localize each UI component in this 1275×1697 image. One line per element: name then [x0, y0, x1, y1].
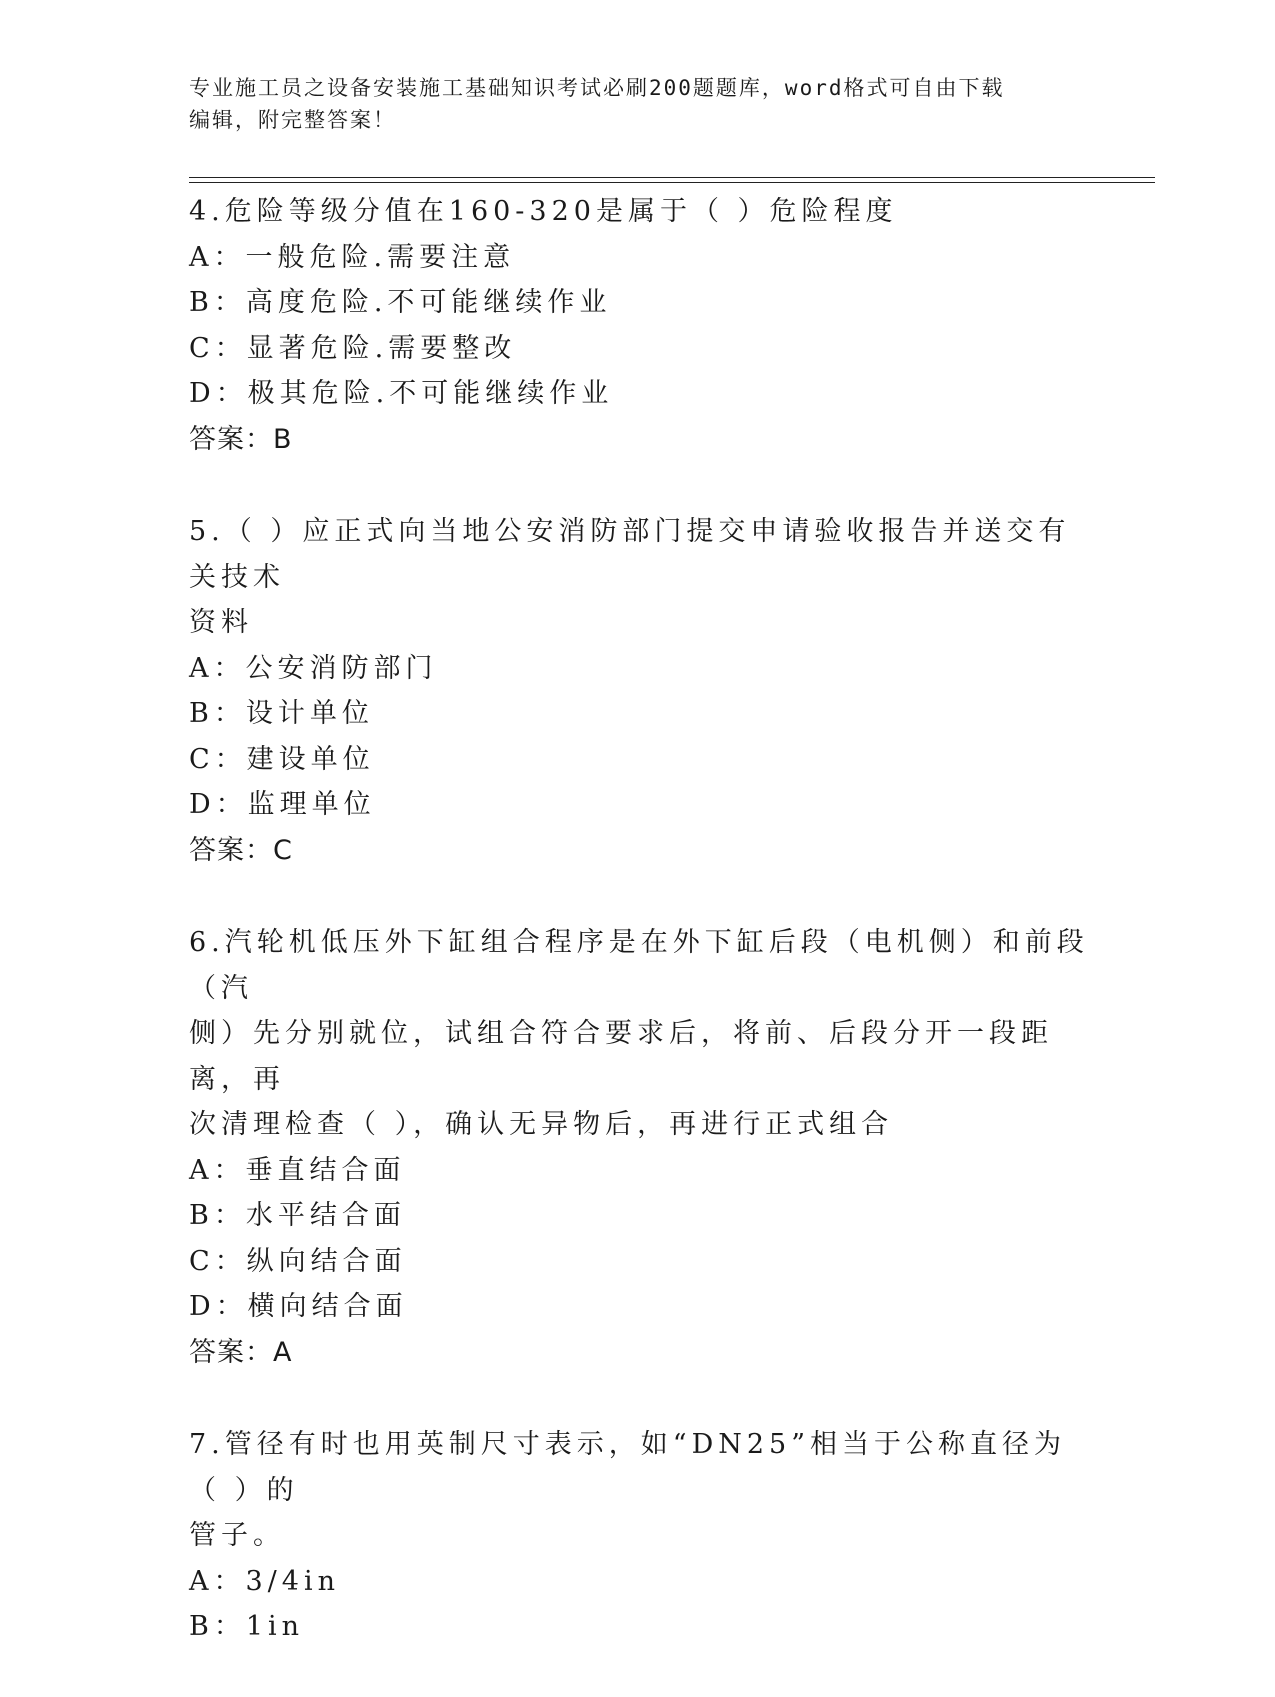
option-a: A：公安消防部门	[189, 652, 438, 684]
option-a: A：3/4in	[189, 1565, 340, 1597]
header-line-2: 编辑，附完整答案！	[189, 108, 396, 132]
question-stem-line-1: 7.管径有时也用英制尺寸表示，如“DN25”相当于公称直径为（ ）的	[189, 1429, 1066, 1506]
option-c: C：纵向结合面	[189, 1245, 407, 1277]
option-d: D：极其危险.不可能继续作业	[189, 378, 614, 409]
option-c: C：建设单位	[189, 743, 375, 775]
question-stem-line-1: 6.汽轮机低压外下缸组合程序是在外下缸后段（电机侧）和前段（汽	[189, 927, 1089, 1004]
question-4	[189, 189, 1089, 462]
option-b: B：水平结合面	[189, 1200, 406, 1231]
header-divider-bottom	[189, 182, 1155, 183]
answer: 答案：B	[189, 423, 293, 455]
option-d: D：横向结合面	[189, 1291, 408, 1322]
question-stem-line-3: 次清理检查（ ），确认无异物后，再进行正式组合	[189, 1109, 894, 1140]
option-a: A：垂直结合面	[189, 1154, 406, 1186]
option-a: A：一般危险.需要注意	[189, 241, 516, 273]
option-b: B：设计单位	[189, 698, 374, 729]
answer: 答案：C	[189, 834, 293, 866]
question-list	[189, 189, 1089, 1697]
question-stem-line-2: 资料	[189, 607, 253, 638]
option-b: B：1in	[189, 1611, 305, 1642]
question-7	[189, 1422, 1089, 1650]
document-header	[189, 72, 1089, 136]
option-b: B：高度危险.不可能继续作业	[189, 287, 612, 318]
question-stem-line-1: 5.（ ）应正式向当地公安消防部门提交申请验收报告并送交有关技术	[189, 516, 1071, 593]
header-divider-top	[189, 177, 1155, 178]
question-stem: 4.危险等级分值在160-320是属于（ ）危险程度	[189, 196, 898, 227]
header-line-1: 专业施工员之设备安装施工基础知识考试必刷200题题库，word格式可自由下载	[189, 76, 1005, 100]
option-c: C：显著危险.需要整改	[189, 332, 517, 364]
question-stem-line-2: 管子。	[189, 1520, 285, 1551]
answer: 答案：A	[189, 1336, 293, 1368]
question-stem-line-2: 侧）先分别就位，试组合符合要求后，将前、后段分开一段距离，再	[189, 1018, 1053, 1095]
question-5	[189, 509, 1089, 873]
question-6	[189, 920, 1089, 1375]
option-d: D：监理单位	[189, 789, 376, 820]
